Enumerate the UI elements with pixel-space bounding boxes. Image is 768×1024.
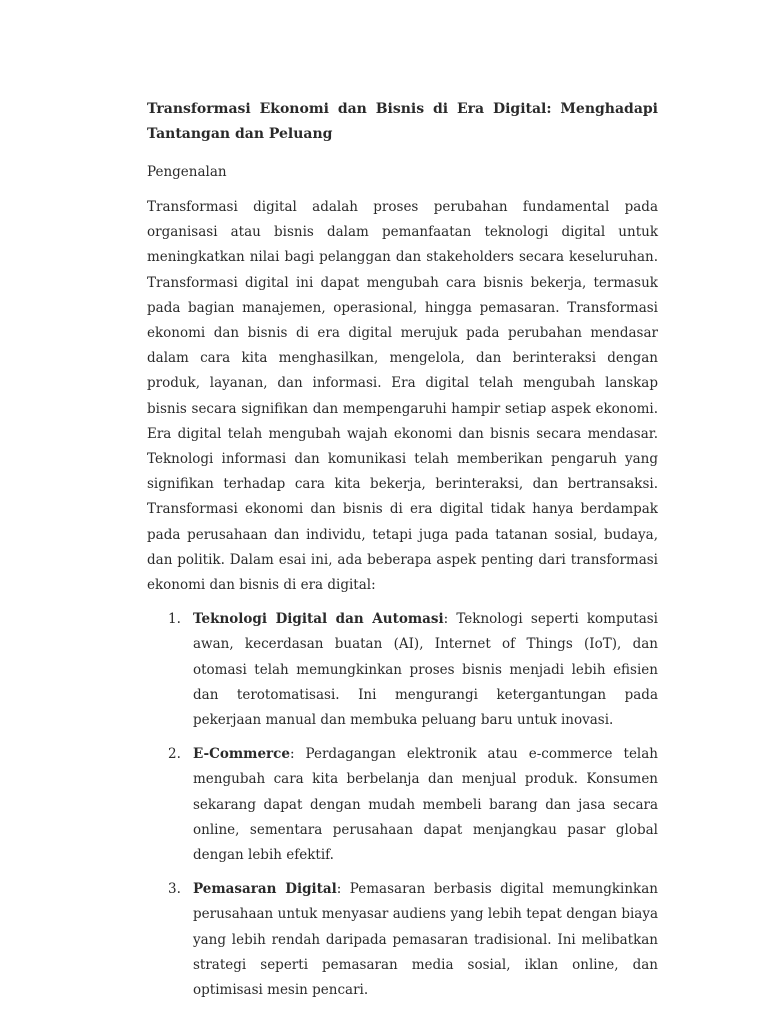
list-item-number: 3. bbox=[168, 881, 181, 898]
list-item bbox=[147, 877, 658, 1003]
list-item-text: : Pemasaran berbasis digital memungkinkan perusahaan untuk menyasar audiens yang lebih tepat dengan biaya yang lebih rendah daripada pemasaran tradisional. Ini melibatkan strategi seperti pemasaran media sosial, iklan online, dan optimisasi mesin pencari. bbox=[193, 881, 658, 999]
list-item-text: : Perdagangan elektronik atau e-commerce telah mengubah cara kita berbelanja dan menjual produk. Konsumen sekarang dapat dengan mudah membeli barang dan jasa secara online, sementara perusahaan dapat menjangkau pasar global dengan lebih efektif. bbox=[193, 746, 658, 864]
list-item-term: Pemasaran Digital bbox=[193, 881, 337, 898]
list-item-number: 1. bbox=[168, 611, 181, 628]
list-item-term: E-Commerce bbox=[193, 746, 290, 763]
aspects-list bbox=[147, 607, 658, 1003]
intro-paragraph: Transformasi digital adalah proses perubahan fundamental pada organisasi atau bisnis dalam pemanfaatan teknologi digital untuk meningkatkan nilai bagi pelanggan dan stakeholders secara keseluruhan. Transformasi digital ini dapat mengubah cara bisnis bekerja, termasuk pada bagian manajemen, operasional, hingga pemasaran. Transformasi ekonomi dan bisnis di era digital merujuk pada perubahan mendasar dalam cara kita menghasilkan, mengelola, dan berinteraksi dengan produk, layanan, dan informasi. Era digital telah mengubah lanskap bisnis secara signifikan dan mempengaruhi hampir setiap aspek ekonomi. Era digital telah mengubah wajah ekonomi dan bisnis secara mendasar. Teknologi informasi dan komunikasi telah memberikan pengaruh yang signifikan terhadap cara kita bekerja, berinteraksi, dan bertransaksi. Transformasi ekonomi dan bisnis di era digital tidak hanya berdampak pada perusahaan dan individu, tetapi juga pada tatanan sosial, budaya, dan politik. Dalam esai ini, ada beberapa aspek penting dari transformasi ekonomi dan bisnis di era digital: bbox=[147, 199, 658, 594]
list-item bbox=[147, 607, 658, 733]
document-title: Transformasi Ekonomi dan Bisnis di Era Digital: Menghadapi Tantangan dan Peluang bbox=[147, 101, 658, 142]
document-body bbox=[147, 97, 658, 1012]
section-heading: Pengenalan bbox=[147, 164, 227, 180]
list-item-term: Teknologi Digital dan Automasi bbox=[193, 611, 444, 628]
list-item-number: 2. bbox=[168, 746, 181, 763]
list-item bbox=[147, 742, 658, 868]
list-item-text: : Teknologi seperti komputasi awan, kecerdasan buatan (AI), Internet of Things (IoT), dan otomasi telah memungkinkan proses bisnis menjadi lebih efisien dan terotomatisasi. Ini mengurangi ketergantungan pada pekerjaan manual dan membuka peluang baru untuk inovasi. bbox=[193, 611, 658, 729]
